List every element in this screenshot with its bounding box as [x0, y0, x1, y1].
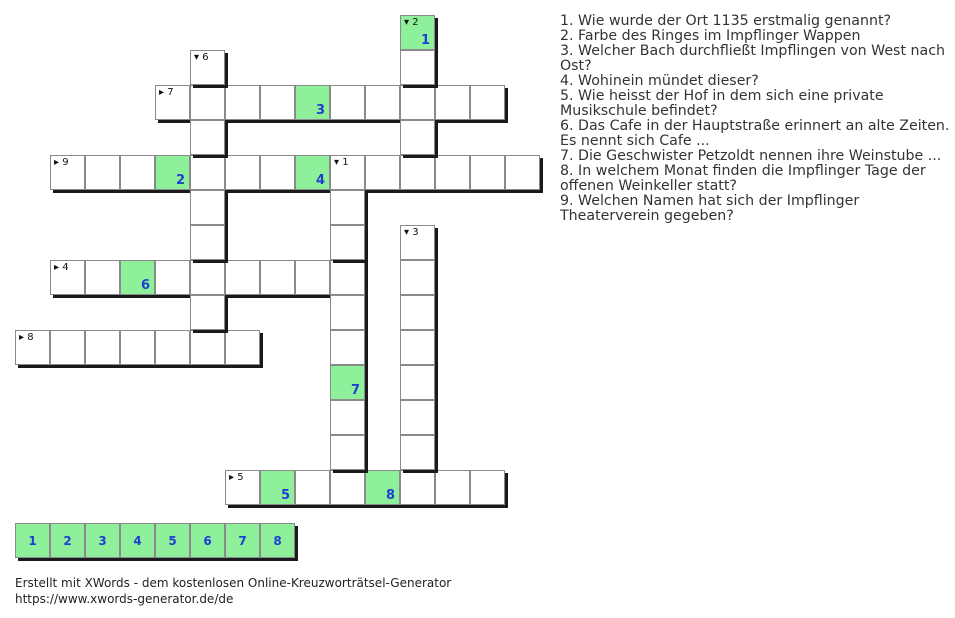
- grid-cell[interactable]: [435, 470, 470, 505]
- grid-cell[interactable]: [330, 225, 365, 260]
- grid-cell[interactable]: [400, 330, 435, 365]
- clue-7: 7. Die Geschwister Petzoldt nennen ihre Weinstube ...: [560, 148, 942, 164]
- grid-cell[interactable]: [330, 190, 365, 225]
- clue-2: 2. Farbe des Ringes im Impflinger Wappen: [560, 28, 861, 44]
- clue-6: 6. Das Cafe in der Hauptstraße erinnert an alte Zeiten. Es nennt sich Cafe ...: [560, 118, 950, 149]
- solution-cell[interactable]: 8: [260, 523, 295, 558]
- clue-8: 8. In welchem Monat finden die Impflinger Tage der offenen Weinkeller statt?: [560, 163, 926, 194]
- grid-cell[interactable]: [435, 85, 470, 120]
- clue-number-label: ▾ 6: [194, 52, 209, 63]
- grid-cell[interactable]: [400, 225, 435, 260]
- clue-list: [560, 14, 952, 224]
- clue-number-label: ▸ 9: [54, 157, 69, 168]
- solution-index-label: 2: [175, 173, 185, 188]
- grid-cell[interactable]: [120, 260, 155, 295]
- grid-cell[interactable]: [260, 85, 295, 120]
- solution-index-label: 7: [350, 383, 360, 398]
- grid-cell[interactable]: [295, 85, 330, 120]
- grid-cell[interactable]: [365, 155, 400, 190]
- grid-cell[interactable]: [190, 330, 225, 365]
- grid-cell[interactable]: [365, 470, 400, 505]
- grid-cell[interactable]: [330, 365, 365, 400]
- grid-cell[interactable]: [470, 470, 505, 505]
- grid-cell[interactable]: [400, 85, 435, 120]
- grid-cell[interactable]: [120, 330, 155, 365]
- solution-cell[interactable]: 6: [190, 523, 225, 558]
- grid-cell[interactable]: [330, 400, 365, 435]
- grid-cell[interactable]: [190, 50, 225, 85]
- grid-cell[interactable]: [400, 50, 435, 85]
- grid-cell[interactable]: [400, 470, 435, 505]
- grid-cell[interactable]: [120, 155, 155, 190]
- grid-cell[interactable]: [400, 120, 435, 155]
- solution-index-label: 1: [420, 33, 430, 48]
- clue-number-label: ▾ 1: [334, 157, 349, 168]
- grid-cell[interactable]: [85, 260, 120, 295]
- grid-cell[interactable]: [330, 435, 365, 470]
- grid-cell[interactable]: [330, 470, 365, 505]
- grid-cell[interactable]: [295, 260, 330, 295]
- grid-cell[interactable]: [155, 330, 190, 365]
- clue-number-label: ▸ 4: [54, 262, 69, 273]
- solution-index-label: 3: [315, 103, 325, 118]
- grid-cell[interactable]: [155, 85, 190, 120]
- grid-cell[interactable]: [225, 260, 260, 295]
- grid-cell[interactable]: [330, 85, 365, 120]
- grid-cell[interactable]: [190, 155, 225, 190]
- solution-cell[interactable]: 1: [15, 523, 50, 558]
- grid-cell[interactable]: [330, 330, 365, 365]
- grid-cell[interactable]: [400, 400, 435, 435]
- clue-number-label: ▾ 2: [404, 17, 419, 28]
- grid-cell[interactable]: [50, 155, 85, 190]
- footer-url: https://www.xwords-generator.de/de: [15, 592, 234, 606]
- grid-cell[interactable]: [190, 225, 225, 260]
- clue-number-label: ▸ 7: [159, 87, 174, 98]
- clue-number-label: ▸ 8: [19, 332, 34, 343]
- solution-cell[interactable]: 7: [225, 523, 260, 558]
- grid-cell[interactable]: [260, 470, 295, 505]
- solution-index-label: 8: [385, 488, 395, 503]
- grid-cell[interactable]: [400, 435, 435, 470]
- grid-cell[interactable]: [225, 470, 260, 505]
- grid-cell[interactable]: [400, 15, 435, 50]
- grid-cell[interactable]: [225, 85, 260, 120]
- grid-cell[interactable]: [190, 85, 225, 120]
- grid-cell[interactable]: [505, 155, 540, 190]
- grid-cell[interactable]: [330, 295, 365, 330]
- clue-5: 5. Wie heisst der Hof in dem sich eine private Musikschule befindet?: [560, 88, 884, 119]
- grid-cell[interactable]: [295, 470, 330, 505]
- grid-cell[interactable]: [260, 155, 295, 190]
- solution-index-label: 4: [315, 173, 325, 188]
- grid-cell[interactable]: [225, 155, 260, 190]
- grid-cell[interactable]: [295, 155, 330, 190]
- clue-1: 1. Wie wurde der Ort 1135 erstmalig genannt?: [560, 13, 892, 29]
- clue-number-label: ▸ 5: [229, 472, 244, 483]
- clue-4: 4. Wohinein mündet dieser?: [560, 73, 759, 89]
- solution-index-label: 6: [140, 278, 150, 293]
- grid-cell[interactable]: [470, 155, 505, 190]
- grid-cell[interactable]: [15, 330, 50, 365]
- grid-cell[interactable]: [400, 295, 435, 330]
- grid-cell[interactable]: [190, 260, 225, 295]
- grid-cell[interactable]: [400, 365, 435, 400]
- grid-cell[interactable]: [190, 190, 225, 225]
- solution-cell[interactable]: 5: [155, 523, 190, 558]
- grid-cell[interactable]: [330, 260, 365, 295]
- clue-3: 3. Welcher Bach durchfließt Impflingen von West nach Ost?: [560, 43, 945, 74]
- grid-cell[interactable]: [50, 330, 85, 365]
- grid-cell[interactable]: [85, 330, 120, 365]
- clue-number-label: ▾ 3: [404, 227, 419, 238]
- solution-cell[interactable]: 2: [50, 523, 85, 558]
- grid-cell[interactable]: [225, 330, 260, 365]
- solution-cell[interactable]: 3: [85, 523, 120, 558]
- grid-cell[interactable]: [435, 155, 470, 190]
- clue-9: 9. Welchen Namen hat sich der Impflinger Theaterverein gegeben?: [560, 193, 860, 224]
- grid-cell[interactable]: [365, 85, 400, 120]
- grid-cell[interactable]: [330, 155, 365, 190]
- grid-cell[interactable]: [260, 260, 295, 295]
- footer-credit: Erstellt mit XWords - dem kostenlosen Online-Kreuzworträtsel-Generator: [15, 576, 452, 590]
- grid-cell[interactable]: [400, 155, 435, 190]
- grid-cell[interactable]: [50, 260, 85, 295]
- grid-cell[interactable]: [190, 120, 225, 155]
- solution-cell[interactable]: 4: [120, 523, 155, 558]
- grid-cell[interactable]: [470, 85, 505, 120]
- grid-cell[interactable]: [190, 295, 225, 330]
- solution-index-label: 5: [280, 488, 290, 503]
- grid-cell[interactable]: [155, 260, 190, 295]
- crossword-grid: [0, 0, 545, 520]
- grid-cell[interactable]: [85, 155, 120, 190]
- grid-cell[interactable]: [155, 155, 190, 190]
- footer: [15, 575, 451, 607]
- grid-cell[interactable]: [400, 260, 435, 295]
